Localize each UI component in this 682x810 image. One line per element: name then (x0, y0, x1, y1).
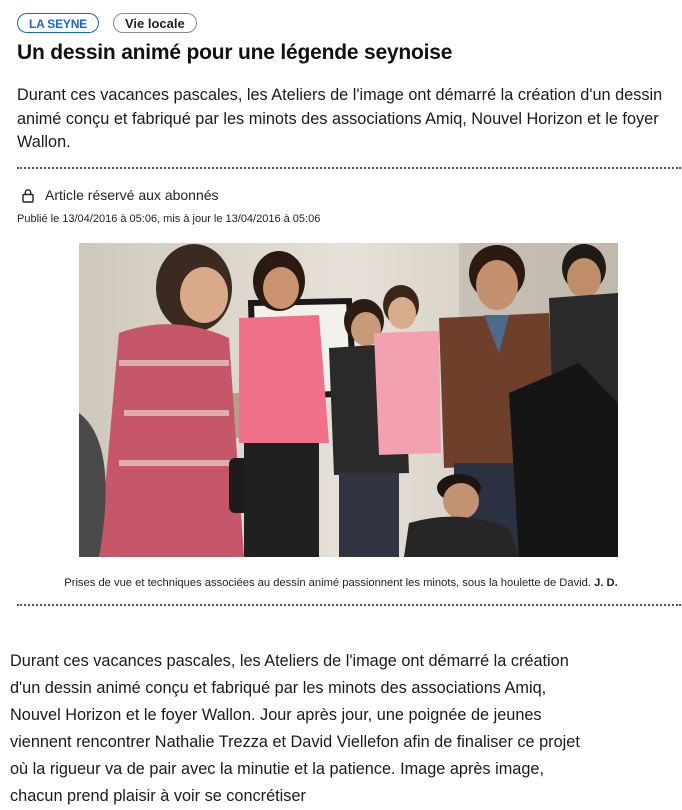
separator-bottom (17, 604, 681, 606)
article-title: Un dessin animé pour une légende seynoise (17, 41, 453, 64)
premium-label: Article réservé aux abonnés (45, 187, 219, 203)
caption-credit: J. D. (594, 577, 618, 589)
article-body: Durant ces vacances pascales, les Ateliers de l'image ont démarré la création d'un dessin animé conçu et fabriqué par les minots des associations Amiq, Nouvel Horizon et le foyer Wallon. Jour après jour, une poignée de jeunes viennent rencontrer Nathalie Trezza et David Viellefon afin de finaliser ce projet où la rigueur va de pair avec la minutie et la patience. Image après image, chacun prend plaisir à voir se concrétiser (10, 652, 580, 805)
photo-illustration (79, 243, 618, 557)
publication-date: Publié le 13/04/2016 à 05:06, mis à jour le 13/04/2016 à 05:06 (17, 213, 321, 225)
article-photo[interactable] (79, 243, 618, 557)
tag-topic[interactable]: Vie locale (113, 13, 197, 33)
article-tags (17, 13, 197, 33)
lock-icon (21, 188, 35, 203)
tag-city[interactable]: LA SEYNE (17, 13, 99, 33)
premium-badge (21, 187, 219, 203)
caption-text: Prises de vue et techniques associées au dessin animé passionnent les minots, sous la houlette de David. (64, 577, 591, 589)
photo-caption (0, 577, 682, 589)
article-lead: Durant ces vacances pascales, les Ateliers de l'image ont démarré la création d'un dessin animé conçu et fabriqué par les minots des associations Amiq, Nouvel Horizon et le foyer Wallon. (17, 86, 663, 151)
separator-top (17, 167, 681, 169)
